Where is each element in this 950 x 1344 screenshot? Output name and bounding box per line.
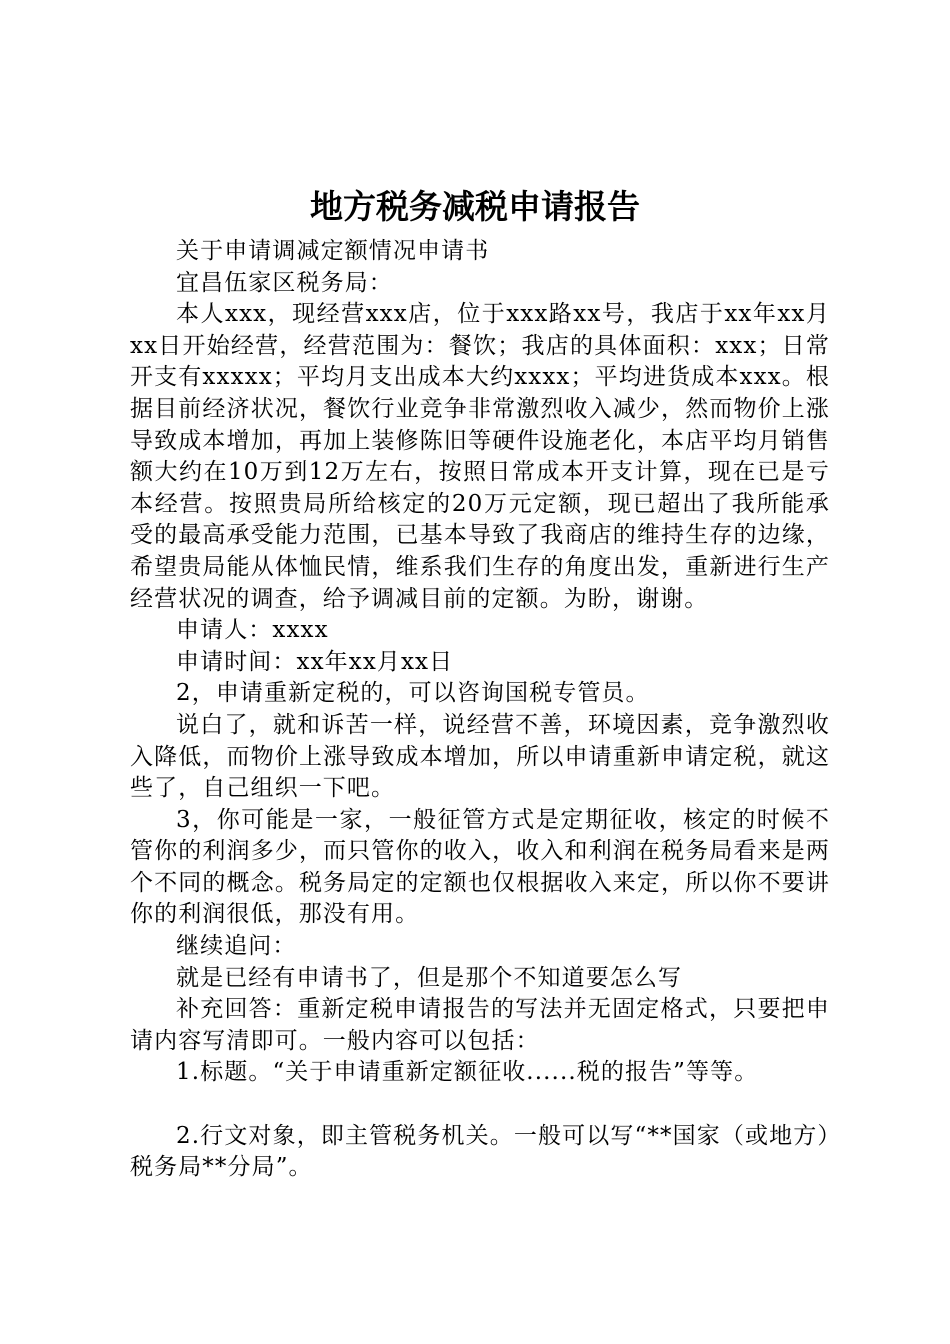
paragraph-point-2: 2，申请重新定税的，可以咨询国税专管员。	[176, 680, 650, 707]
paragraph-supplementary-answer: 补充回答：重新定税申请报告的写法并无固定格式，只要把申请内容写清即可。一般内容可以包括：	[130, 996, 830, 1054]
blank-line	[130, 1089, 830, 1121]
paragraph-subject: 关于申请调减定额情况申请书	[176, 238, 490, 264]
paragraph-applicant: 申请人：xxxx	[176, 617, 329, 644]
paragraph-question-detail: 就是已经有申请书了，但是那个不知道要怎么写	[176, 964, 683, 991]
paragraph-item-1-title: 1.标题。“关于申请重新定额征收......税的报告”等等。	[176, 1059, 759, 1086]
document-title: 地方税务减税申请报告	[310, 187, 640, 226]
paragraph-main-request: 本人xxx，现经营xxx店，位于xxx路xx号，我店于xx年xx月xx日开始经营，经营范围为：餐饮；我店的具体面积：xxx；日常开支有xxxxx；平均月支出成本大约xxxx；平均进货成本xxx。根据目前经济状况，餐饮行业竞争非常激烈收入减少，然而物价上涨导致成本增加，再加上装修陈旧等硬件设施老化，本店平均月销售额大约在10万到12万左右，按照日常成本开支计算，现在已是亏本经营。按照贵局所给核定的20万元定额，现已超出了我所能承受的最高承受能力范围，已基本导致了我商店的维持生存的边缘，希望贵局能从体恤民情，维系我们生存的角度出发，重新进行生产经营状况的调查，给予调减目前的定额。为盼，谢谢。	[130, 301, 830, 612]
paragraph-explanation: 说白了，就和诉苦一样，说经营不善，环境因素，竞争激烈收入降低，而物价上涨导致成本增加，所以申请重新申请定税，就这些了，自己组织一下吧。	[130, 711, 830, 802]
document-body	[130, 236, 830, 1184]
paragraph-follow-up-question: 继续追问：	[176, 933, 297, 960]
paragraph-item-2-recipient: 2.行文对象，即主管税务机关。一般可以写“**国家（或地方）税务局**分局”。	[130, 1122, 830, 1181]
paragraph-point-3: 3，你可能是一家，一般征管方式是定期征收，核定的时候不管你的利润多少，而只管你的收入，收入和利润在税务局看来是两个不同的概念。税务局定的定额也仅根据收入来定，所以你不要讲你的利润很低，那没有用。	[130, 806, 830, 928]
paragraph-application-date: 申请时间：xx年xx月xx日	[176, 648, 454, 675]
paragraph-addressee: 宜昌伍家区税务局：	[176, 269, 393, 296]
